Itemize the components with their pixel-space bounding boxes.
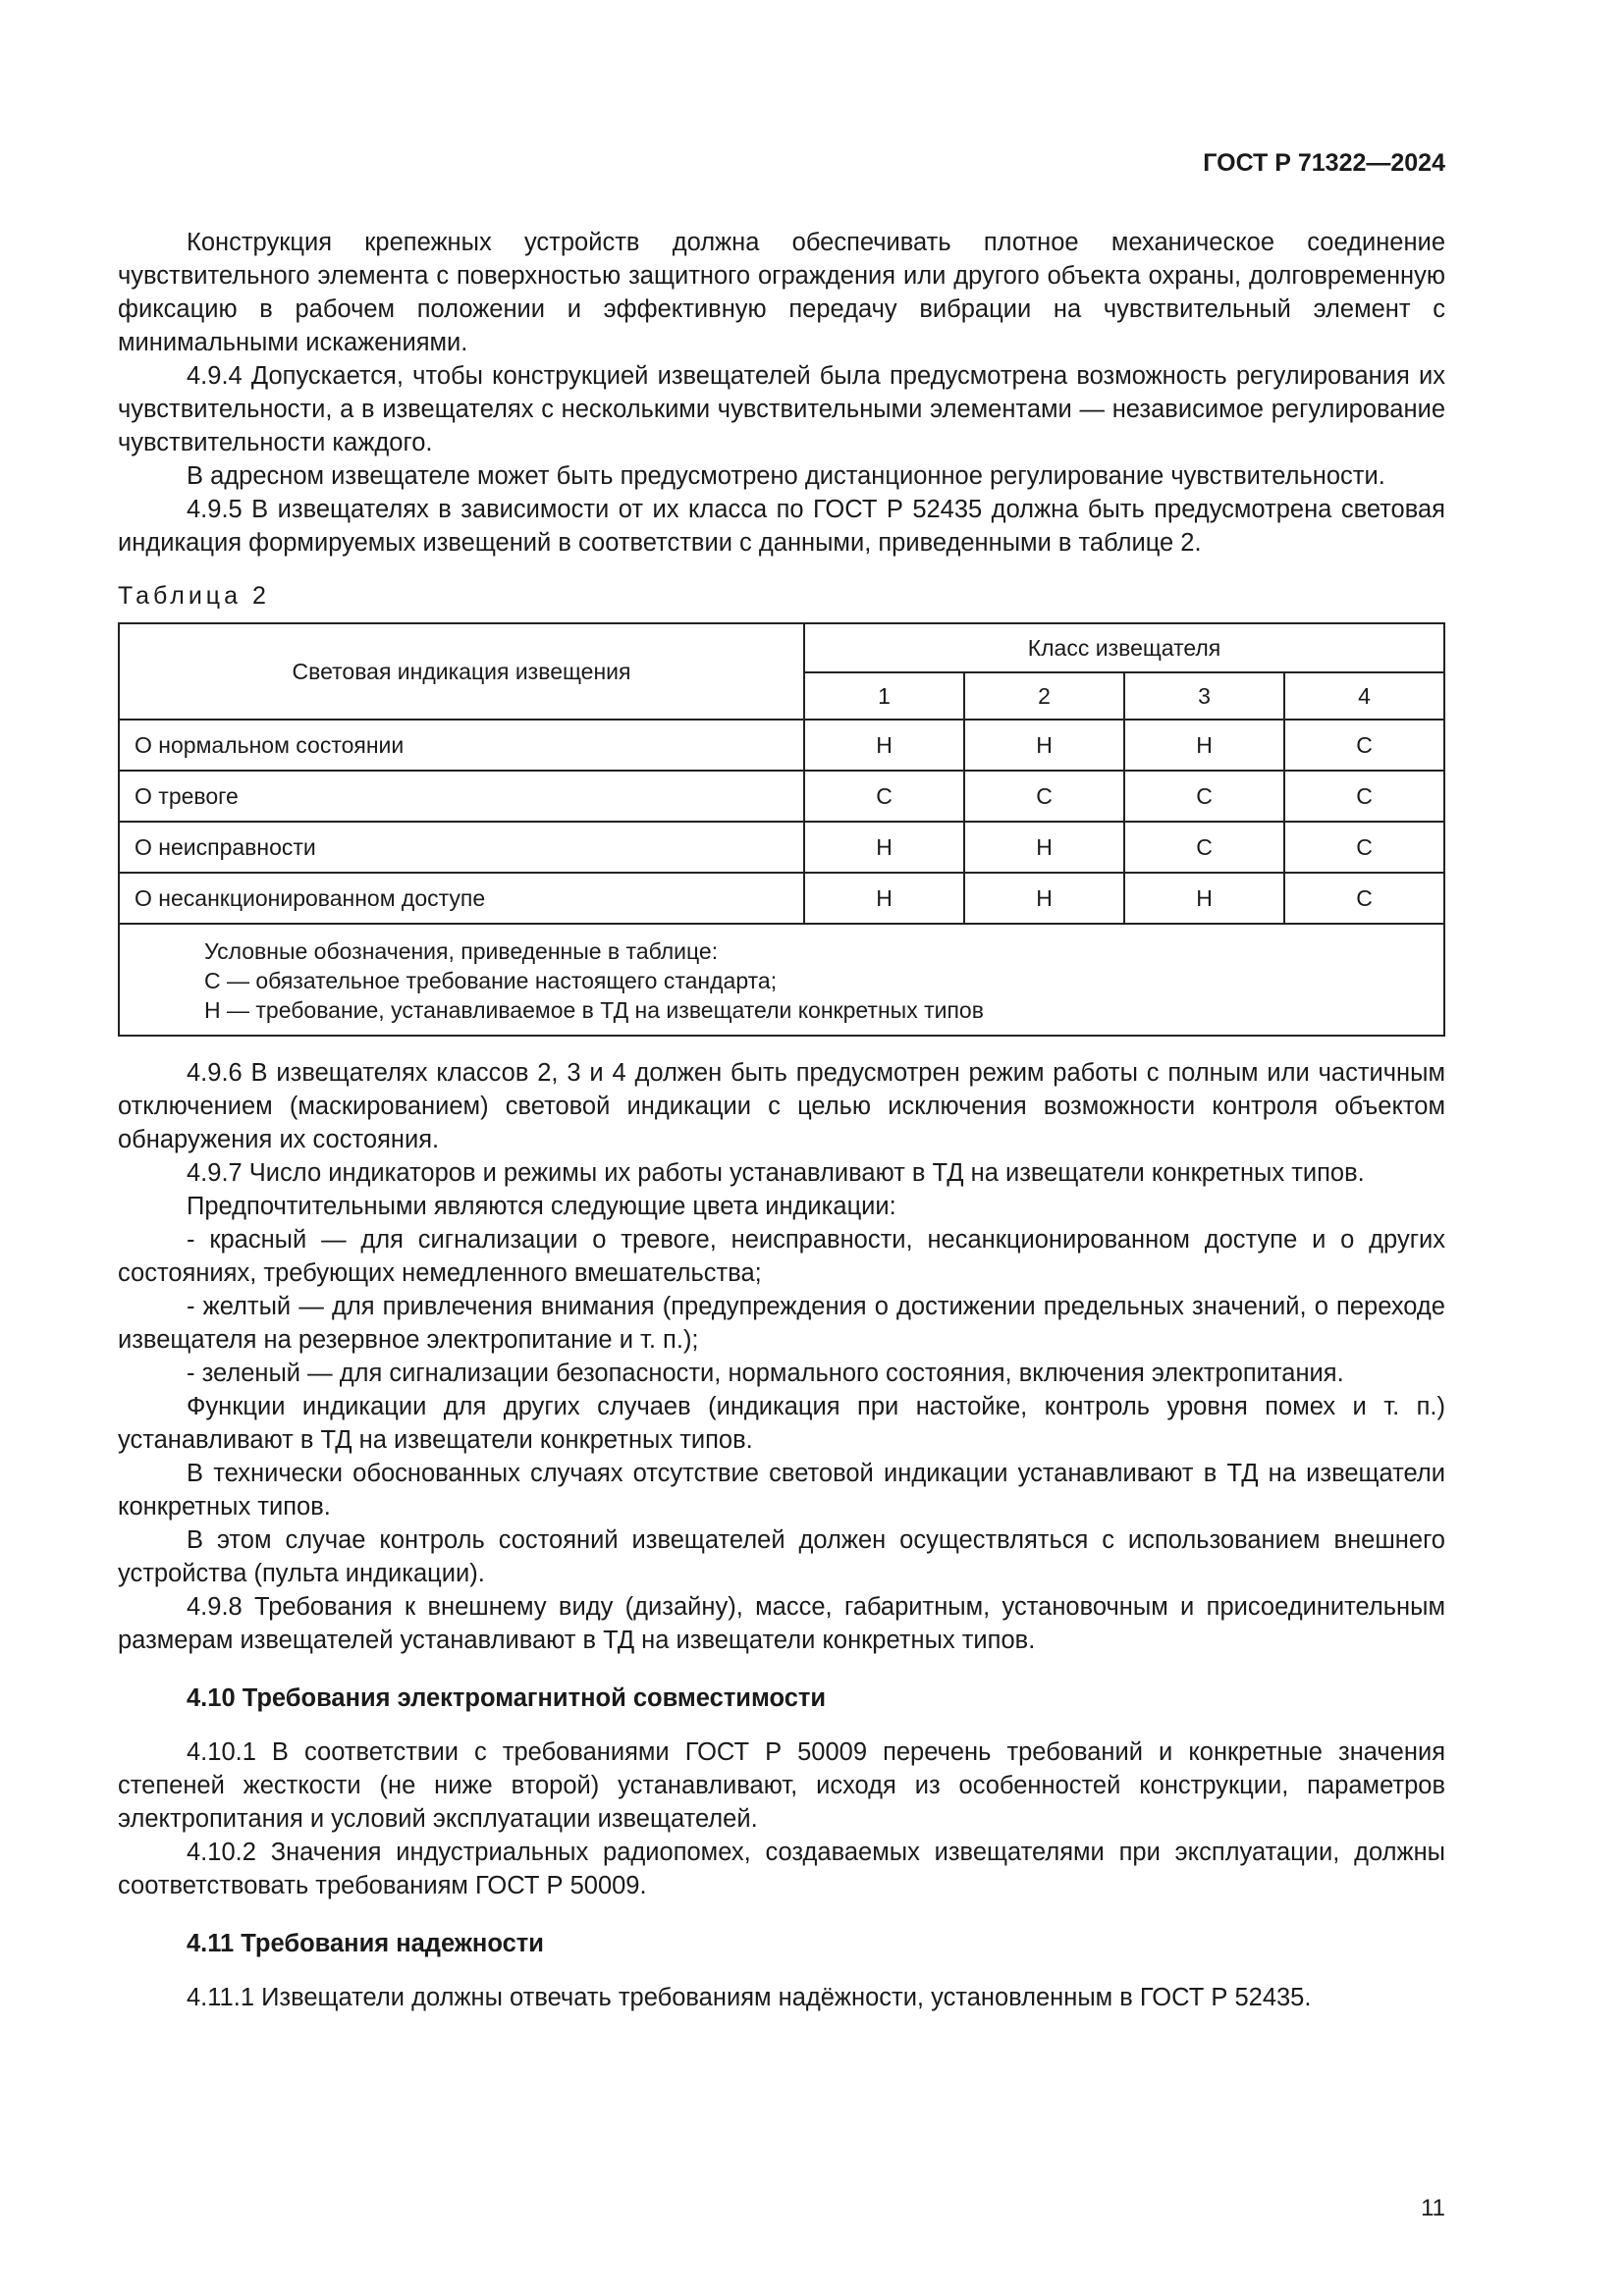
paragraph: - зеленый — для сигнализации безопасности, нормального состояния, включения электропитания. <box>187 1360 1344 1387</box>
cell-value: Н <box>804 720 964 771</box>
paragraph: Конструкция крепежных устройств должна обеспечивать плотное механическое соединение чувствительного элемента с поверхностью защитного ограждения или другого объекта охраны, долговременную фиксацию в рабочем положении и эффективную передачу вибрации на чувствительный элемент с минимальными искажениями. <box>118 229 1445 356</box>
table-header-class-number: 4 <box>1284 672 1444 720</box>
cell-value: С <box>1284 720 1444 771</box>
table-row <box>119 771 1444 822</box>
cell-value: Н <box>804 822 964 873</box>
paragraph: 4.10.2 Значения индустриальных радиопомех, создаваемых извещателями при эксплуатации, должны соответствовать требованиям ГОСТ Р 50009. <box>118 1839 1445 1899</box>
paragraph: 4.9.6 В извещателях классов 2, 3 и 4 должен быть предусмотрен режим работы с полным или частичным отключением (маскированием) световой индикации с целью исключения возможности контроля объектом обнаружения их состояния. <box>118 1059 1445 1153</box>
paragraph: 4.9.7 Число индикаторов и режимы их работы устанавливают в ТД на извещатели конкретных типов. <box>187 1159 1365 1187</box>
paragraph: Функции индикации для других случаев (индикация при настойке, контроль уровня помех и т. п.) устанавливают в ТД на извещатели конкретных типов. <box>118 1393 1445 1454</box>
table-header-class-number: 2 <box>964 672 1124 720</box>
cell-value: С <box>964 771 1124 822</box>
cell-value: Н <box>804 873 964 924</box>
paragraph: 4.9.8 Требования к внешнему виду (дизайну), массе, габаритным, установочным и присоединительным размерам извещателей устанавливают в ТД на извещатели конкретных типов. <box>118 1593 1445 1654</box>
cell-value: С <box>1284 822 1444 873</box>
paragraph: 4.11.1 Извещатели должны отвечать требованиям надёжности, установленным в ГОСТ Р 52435. <box>187 1984 1312 2011</box>
table-row <box>119 822 1444 873</box>
table-row <box>119 720 1444 771</box>
paragraph: - желтый — для привлечения внимания (предупреждения о достижении предельных значений, о переходе извещателя на резервное электропитание и т. п.); <box>118 1293 1445 1354</box>
cell-value: С <box>1284 873 1444 924</box>
table-notes-row <box>119 924 1444 1036</box>
paragraph: 4.10.1 В соответствии с требованиями ГОСТ Р 50009 перечень требований и конкретные значения степеней жесткости (не ниже второй) устанавливают, исходя из особенностей конструкции, параметров электропитания и условий эксплуатации извещателей. <box>118 1738 1445 1833</box>
indication-table <box>118 622 1445 1037</box>
cell-value: Н <box>964 873 1124 924</box>
cell-value: С <box>1124 771 1284 822</box>
cell-value: С <box>1284 771 1444 822</box>
table-header-indication: Световая индикация извещения <box>119 623 804 720</box>
table-header-class-number: 3 <box>1124 672 1284 720</box>
note-line: Н — требование, устанавливаемое в ТД на извещатели конкретных типов <box>204 997 984 1023</box>
document-id: ГОСТ Р 71322—2024 <box>1203 149 1445 177</box>
paragraph: 4.9.5 В извещателях в зависимости от их класса по ГОСТ Р 52435 должна быть предусмотрена световая индикация формируемых извещений в соответствии с данными, приведенными в таблице 2. <box>118 496 1445 557</box>
cell-value: Н <box>964 720 1124 771</box>
row-label: О тревоге <box>119 771 804 822</box>
cell-value: Н <box>1124 720 1284 771</box>
row-label: О неисправности <box>119 822 804 873</box>
paragraph: В этом случае контроль состояний извещателей должен осуществляться с использованием внешнего устройства (пульта индикации). <box>118 1526 1445 1587</box>
cell-value: Н <box>964 822 1124 873</box>
page-number: 11 <box>1421 2195 1445 2221</box>
table-header-class: Класс извещателя <box>804 623 1444 672</box>
note-line: Условные обозначения, приведенные в таблице: <box>204 938 719 964</box>
cell-value: Н <box>1124 873 1284 924</box>
table-row <box>119 873 1444 924</box>
cell-value: С <box>804 771 964 822</box>
section-heading-4-11: 4.11 Требования надежности <box>187 1930 544 1957</box>
note-line: С — обязательное требование настоящего стандарта; <box>204 968 778 993</box>
section-heading-4-10: 4.10 Требования электромагнитной совместимости <box>187 1684 827 1712</box>
document-body <box>118 226 1445 2014</box>
table-notes <box>119 924 1444 1036</box>
row-label: О несанкционированном доступе <box>119 873 804 924</box>
paragraph: 4.9.4 Допускается, чтобы конструкцией извещателей была предусмотрена возможность регулирования их чувствительности, а в извещателях с несколькими чувствительными элементами — независимое регулирование чувствительности каждого. <box>118 362 1445 456</box>
cell-value: С <box>1124 822 1284 873</box>
paragraph: Предпочтительными являются следующие цвета индикации: <box>187 1193 896 1220</box>
table-header-class-number: 1 <box>804 672 964 720</box>
paragraph: - красный — для сигнализации о тревоге, неисправности, несанкционированном доступе и о других состояниях, требующих немедленного вмешательства; <box>118 1226 1445 1287</box>
row-label: О нормальном состоянии <box>119 720 804 771</box>
paragraph: В технически обоснованных случаях отсутствие световой индикации устанавливают в ТД на извещатели конкретных типов. <box>118 1460 1445 1521</box>
table-caption: Таблица 2 <box>118 582 270 610</box>
paragraph: В адресном извещателе может быть предусмотрено дистанционное регулирование чувствительности. <box>187 462 1385 490</box>
